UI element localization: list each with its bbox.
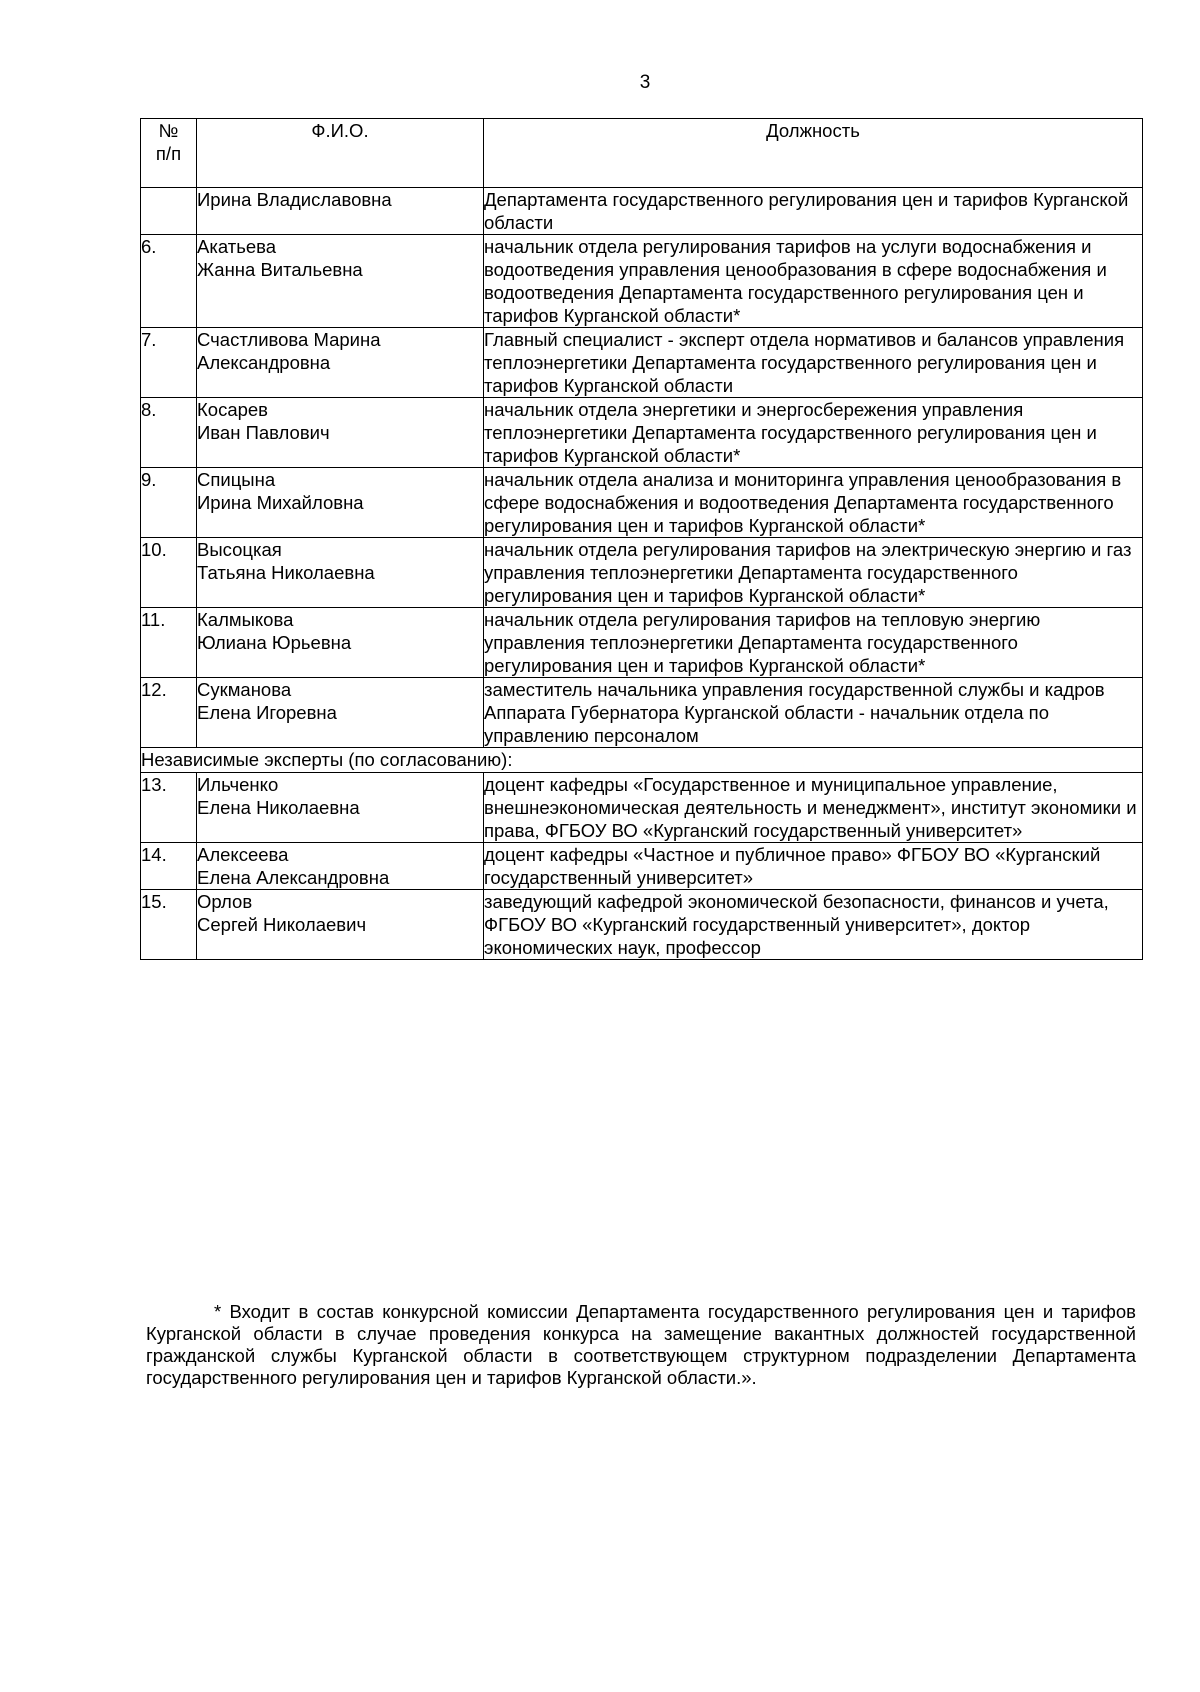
member-position: Департамента государственного регулирования цен и тарифов Курганской области: [484, 188, 1143, 235]
member-name: Ирина Владиславовна: [197, 188, 484, 235]
member-position: доцент кафедры «Частное и публичное право» ФГБОУ ВО «Курганский государственный университет»: [484, 843, 1143, 890]
member-position: доцент кафедры «Государственное и муниципальное управление, внешнеэкономическая деятельность и менеджмент», институт экономики и права, ФГБОУ ВО «Курганский государственный университет»: [484, 773, 1143, 843]
member-name: Орлов Сергей Николаевич: [197, 890, 484, 960]
table-body: [141, 188, 1143, 748]
table-row: [141, 773, 1143, 843]
member-position: начальник отдела регулирования тарифов на тепловую энергию управления теплоэнергетики Департамента государственного регулирования цен и тарифов Курганской области*: [484, 608, 1143, 678]
row-number: 10.: [141, 538, 197, 608]
member-position: начальник отдела анализа и мониторинга управления ценообразования в сфере водоснабжения и водоотведения Департамента государственного регулирования цен и тарифов Курганской области*: [484, 468, 1143, 538]
member-name: Высоцкая Татьяна Николаевна: [197, 538, 484, 608]
member-name: Алексеева Елена Александровна: [197, 843, 484, 890]
member-position: заведующий кафедрой экономической безопасности, финансов и учета, ФГБОУ ВО «Курганский государственный университет», доктор экономических наук, профессор: [484, 890, 1143, 960]
table-row: [141, 398, 1143, 468]
member-position: начальник отдела энергетики и энергосбережения управления теплоэнергетики Департамента государственного регулирования цен и тарифов Курганской области*: [484, 398, 1143, 468]
member-name: Спицына Ирина Михайловна: [197, 468, 484, 538]
row-number: 14.: [141, 843, 197, 890]
member-name: Косарев Иван Павлович: [197, 398, 484, 468]
table-row: [141, 188, 1143, 235]
row-number: 6.: [141, 235, 197, 328]
members-table: [140, 118, 1143, 960]
section-row: [141, 748, 1143, 773]
header-number-label: № п/п: [155, 120, 182, 164]
section-body: [141, 748, 1143, 773]
table-row: [141, 890, 1143, 960]
header-number: [141, 119, 197, 188]
row-number: 12.: [141, 678, 197, 748]
row-number: 11.: [141, 608, 197, 678]
table-row: [141, 235, 1143, 328]
member-position: начальник отдела регулирования тарифов на электрическую энергию и газ управления теплоэнергетики Департамента государственного регулирования цен и тарифов Курганской области*: [484, 538, 1143, 608]
member-position: Главный специалист - эксперт отдела нормативов и балансов управления теплоэнергетики Департамента государственного регулирования цен и тарифов Курганской области: [484, 328, 1143, 398]
table-row: [141, 678, 1143, 748]
member-name: Сукманова Елена Игоревна: [197, 678, 484, 748]
section-label: Независимые эксперты (по согласованию):: [141, 748, 1143, 773]
row-number: 13.: [141, 773, 197, 843]
member-position: заместитель начальника управления государственной службы и кадров Аппарата Губернатора Курганской области - начальник отдела по управлению персоналом: [484, 678, 1143, 748]
member-name: Счастливова Марина Александровна: [197, 328, 484, 398]
table-header-row: [141, 119, 1143, 188]
row-number: 8.: [141, 398, 197, 468]
row-number: 9.: [141, 468, 197, 538]
table-row: [141, 843, 1143, 890]
footnote: * Входит в состав конкурсной комиссии Департамента государственного регулирования цен и тарифов Курганской области в случае проведения конкурса на замещение вакантных должностей государственной гражданской службы Курганской области в соответствующем структурном подразделении Департамента государственного регулирования цен и тарифов Курганской области.».: [146, 1301, 1136, 1388]
member-name: Акатьева Жанна Витальевна: [197, 235, 484, 328]
table-row: [141, 608, 1143, 678]
row-number: 7.: [141, 328, 197, 398]
experts-table-body: [141, 773, 1143, 960]
table-row: [141, 468, 1143, 538]
member-name: Ильченко Елена Николаевна: [197, 773, 484, 843]
member-position: начальник отдела регулирования тарифов на услуги водоснабжения и водоотведения управления ценообразования в сфере водоснабжения и водоотведения Департамента государственного регулирования цен и тарифов Курганской области*: [484, 235, 1143, 328]
header-position: Должность: [484, 119, 1143, 188]
member-name: Калмыкова Юлиана Юрьевна: [197, 608, 484, 678]
table-row: [141, 538, 1143, 608]
header-full-name: Ф.И.О.: [197, 119, 484, 188]
row-number: [141, 188, 197, 235]
page-number: 3: [639, 72, 651, 93]
row-number: 15.: [141, 890, 197, 960]
table-row: [141, 328, 1143, 398]
